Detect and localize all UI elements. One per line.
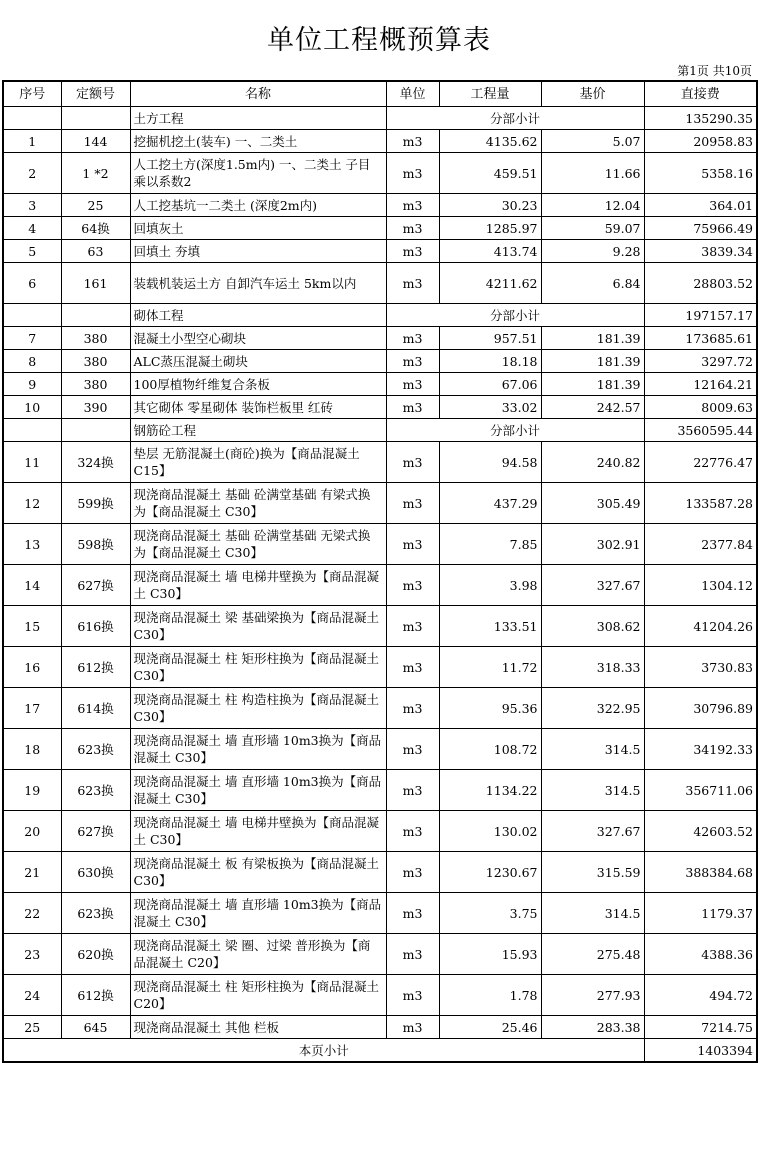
row-unit: m3 (386, 565, 439, 606)
row-price: 308.62 (541, 606, 644, 647)
row-unit: m3 (386, 1016, 439, 1039)
header-row (3, 81, 757, 107)
row-code: 627换 (61, 811, 130, 852)
row-name: 现浇商品混凝土 柱 矩形柱换为【商品混凝土 C20】 (130, 975, 386, 1016)
row-code: 645 (61, 1016, 130, 1039)
row-qty: 30.23 (439, 194, 541, 217)
row-unit: m3 (386, 396, 439, 419)
table-row (3, 852, 757, 893)
row-name: 回填土 夯填 (130, 240, 386, 263)
row-unit: m3 (386, 327, 439, 350)
header-no: 序号 (3, 81, 61, 107)
table-row (3, 483, 757, 524)
row-unit: m3 (386, 217, 439, 240)
row-code: 25 (61, 194, 130, 217)
section-subtotal-value: 3560595.44 (644, 419, 757, 442)
page-subtotal-row (3, 1039, 757, 1063)
row-unit: m3 (386, 350, 439, 373)
section-no (3, 304, 61, 327)
section-row (3, 304, 757, 327)
row-code: 390 (61, 396, 130, 419)
row-name: 挖掘机挖土(装车) 一、二类土 (130, 130, 386, 153)
row-cost: 1304.12 (644, 565, 757, 606)
row-no: 25 (3, 1016, 61, 1039)
table-row (3, 442, 757, 483)
row-cost: 173685.61 (644, 327, 757, 350)
row-unit: m3 (386, 373, 439, 396)
row-no: 18 (3, 729, 61, 770)
row-qty: 25.46 (439, 1016, 541, 1039)
row-no: 16 (3, 647, 61, 688)
header-unit: 单位 (386, 81, 439, 107)
table-row (3, 975, 757, 1016)
row-code: 64换 (61, 217, 130, 240)
page-subtotal-label: 本页小计 (3, 1039, 644, 1063)
row-name: 回填灰土 (130, 217, 386, 240)
row-code: 598换 (61, 524, 130, 565)
section-subtotal-label: 分部小计 (386, 304, 644, 327)
row-qty: 33.02 (439, 396, 541, 419)
row-no: 9 (3, 373, 61, 396)
row-qty: 459.51 (439, 153, 541, 194)
row-name: 现浇商品混凝土 柱 构造柱换为【商品混凝土 C30】 (130, 688, 386, 729)
row-no: 7 (3, 327, 61, 350)
table-body (3, 107, 757, 1039)
section-name: 土方工程 (130, 107, 386, 130)
row-code: 324换 (61, 442, 130, 483)
row-price: 12.04 (541, 194, 644, 217)
table-row (3, 647, 757, 688)
row-name: 现浇商品混凝土 梁 圈、过梁 普形换为【商品混凝土 C20】 (130, 934, 386, 975)
row-price: 327.67 (541, 565, 644, 606)
row-qty: 130.02 (439, 811, 541, 852)
row-name: 现浇商品混凝土 墙 电梯井壁换为【商品混凝土 C30】 (130, 565, 386, 606)
table-row (3, 811, 757, 852)
section-code (61, 107, 130, 130)
row-cost: 4388.36 (644, 934, 757, 975)
row-unit: m3 (386, 729, 439, 770)
row-cost: 3839.34 (644, 240, 757, 263)
row-cost: 20958.83 (644, 130, 757, 153)
table-row (3, 240, 757, 263)
row-code: 620换 (61, 934, 130, 975)
row-cost: 75966.49 (644, 217, 757, 240)
row-qty: 18.18 (439, 350, 541, 373)
row-name: 现浇商品混凝土 墙 直形墙 10m3换为【商品混凝土 C30】 (130, 893, 386, 934)
row-unit: m3 (386, 130, 439, 153)
table-row (3, 217, 757, 240)
row-price: 314.5 (541, 729, 644, 770)
row-qty: 4211.62 (439, 263, 541, 304)
row-price: 5.07 (541, 130, 644, 153)
section-subtotal-value: 135290.35 (644, 107, 757, 130)
row-code: 614换 (61, 688, 130, 729)
section-row (3, 107, 757, 130)
row-code: 612换 (61, 975, 130, 1016)
table-row (3, 934, 757, 975)
row-qty: 133.51 (439, 606, 541, 647)
row-no: 6 (3, 263, 61, 304)
section-name: 钢筋砼工程 (130, 419, 386, 442)
section-no (3, 419, 61, 442)
header-cost: 直接费 (644, 81, 757, 107)
section-subtotal-label: 分部小计 (386, 107, 644, 130)
page-info: 第1页 共10页 (677, 64, 752, 78)
table-row (3, 153, 757, 194)
row-cost: 364.01 (644, 194, 757, 217)
section-no (3, 107, 61, 130)
row-name: 现浇商品混凝土 其他 栏板 (130, 1016, 386, 1039)
row-name: 100厚植物纤维复合条板 (130, 373, 386, 396)
row-name: 现浇商品混凝土 板 有梁板换为【商品混凝土 C30】 (130, 852, 386, 893)
row-code: 380 (61, 373, 130, 396)
row-cost: 34192.33 (644, 729, 757, 770)
document-title: 单位工程概预算表 (267, 25, 491, 56)
row-cost: 28803.52 (644, 263, 757, 304)
row-cost: 133587.28 (644, 483, 757, 524)
row-unit: m3 (386, 647, 439, 688)
row-qty: 957.51 (439, 327, 541, 350)
table-row (3, 524, 757, 565)
row-unit: m3 (386, 240, 439, 263)
row-code: 623换 (61, 770, 130, 811)
row-code: 380 (61, 327, 130, 350)
section-code (61, 304, 130, 327)
row-price: 181.39 (541, 350, 644, 373)
table-row (3, 729, 757, 770)
row-unit: m3 (386, 606, 439, 647)
row-code: 63 (61, 240, 130, 263)
row-cost: 30796.89 (644, 688, 757, 729)
page-subtotal-value: 1403394 (644, 1039, 757, 1063)
row-code: 144 (61, 130, 130, 153)
row-code: 612换 (61, 647, 130, 688)
row-price: 6.84 (541, 263, 644, 304)
row-name: ALC蒸压混凝土砌块 (130, 350, 386, 373)
row-code: 380 (61, 350, 130, 373)
section-name: 砌体工程 (130, 304, 386, 327)
row-name: 垫层 无筋混凝土(商砼)换为【商品混凝土 C15】 (130, 442, 386, 483)
row-qty: 94.58 (439, 442, 541, 483)
row-code: 161 (61, 263, 130, 304)
row-no: 13 (3, 524, 61, 565)
row-price: 240.82 (541, 442, 644, 483)
table-row (3, 327, 757, 350)
table-row (3, 770, 757, 811)
row-qty: 1285.97 (439, 217, 541, 240)
row-no: 19 (3, 770, 61, 811)
row-name: 人工挖土方(深度1.5m内) 一、二类土 子目乘以系数2 (130, 153, 386, 194)
row-qty: 7.85 (439, 524, 541, 565)
table-row (3, 1016, 757, 1039)
row-qty: 3.98 (439, 565, 541, 606)
row-cost: 22776.47 (644, 442, 757, 483)
row-cost: 356711.06 (644, 770, 757, 811)
row-no: 11 (3, 442, 61, 483)
row-unit: m3 (386, 811, 439, 852)
row-unit: m3 (386, 852, 439, 893)
row-code: 623换 (61, 893, 130, 934)
table-row (3, 565, 757, 606)
row-name: 现浇商品混凝土 墙 电梯井壁换为【商品混凝土 C30】 (130, 811, 386, 852)
row-price: 59.07 (541, 217, 644, 240)
row-code: 599换 (61, 483, 130, 524)
row-name: 现浇商品混凝土 基础 砼满堂基础 无梁式换为【商品混凝土 C30】 (130, 524, 386, 565)
row-price: 302.91 (541, 524, 644, 565)
row-no: 2 (3, 153, 61, 194)
row-code: 616换 (61, 606, 130, 647)
row-cost: 5358.16 (644, 153, 757, 194)
budget-table (2, 80, 758, 1063)
row-name: 装载机装运土方 自卸汽车运土 5km以内 (130, 263, 386, 304)
row-no: 22 (3, 893, 61, 934)
row-qty: 437.29 (439, 483, 541, 524)
row-qty: 1230.67 (439, 852, 541, 893)
row-cost: 42603.52 (644, 811, 757, 852)
header-price: 基价 (541, 81, 644, 107)
row-no: 12 (3, 483, 61, 524)
row-unit: m3 (386, 483, 439, 524)
row-unit: m3 (386, 770, 439, 811)
table-row (3, 373, 757, 396)
row-cost: 12164.21 (644, 373, 757, 396)
section-code (61, 419, 130, 442)
header-name: 名称 (130, 81, 386, 107)
row-no: 5 (3, 240, 61, 263)
row-qty: 3.75 (439, 893, 541, 934)
row-no: 24 (3, 975, 61, 1016)
row-price: 314.5 (541, 770, 644, 811)
row-cost: 7214.75 (644, 1016, 757, 1039)
row-no: 14 (3, 565, 61, 606)
row-cost: 41204.26 (644, 606, 757, 647)
row-cost: 1179.37 (644, 893, 757, 934)
row-price: 283.38 (541, 1016, 644, 1039)
row-code: 630换 (61, 852, 130, 893)
row-price: 327.67 (541, 811, 644, 852)
table-row (3, 350, 757, 373)
row-qty: 95.36 (439, 688, 541, 729)
header-code: 定额号 (61, 81, 130, 107)
row-price: 11.66 (541, 153, 644, 194)
row-unit: m3 (386, 194, 439, 217)
table-row (3, 263, 757, 304)
header-qty: 工程量 (439, 81, 541, 107)
table-row (3, 396, 757, 419)
row-price: 277.93 (541, 975, 644, 1016)
row-no: 3 (3, 194, 61, 217)
row-qty: 413.74 (439, 240, 541, 263)
row-name: 人工挖基坑一二类土 (深度2m内) (130, 194, 386, 217)
row-cost: 494.72 (644, 975, 757, 1016)
row-no: 8 (3, 350, 61, 373)
row-unit: m3 (386, 153, 439, 194)
row-price: 275.48 (541, 934, 644, 975)
row-code: 623换 (61, 729, 130, 770)
row-no: 23 (3, 934, 61, 975)
row-qty: 11.72 (439, 647, 541, 688)
table-row (3, 688, 757, 729)
row-code: 627换 (61, 565, 130, 606)
row-cost: 388384.68 (644, 852, 757, 893)
row-unit: m3 (386, 688, 439, 729)
row-price: 305.49 (541, 483, 644, 524)
row-name: 现浇商品混凝土 墙 直形墙 10m3换为【商品混凝土 C30】 (130, 729, 386, 770)
row-name: 现浇商品混凝土 梁 基础梁换为【商品混凝土 C30】 (130, 606, 386, 647)
row-no: 15 (3, 606, 61, 647)
row-no: 4 (3, 217, 61, 240)
row-name: 混凝土小型空心砌块 (130, 327, 386, 350)
row-qty: 1.78 (439, 975, 541, 1016)
row-price: 315.59 (541, 852, 644, 893)
row-unit: m3 (386, 524, 439, 565)
row-code: 1 *2 (61, 153, 130, 194)
row-unit: m3 (386, 893, 439, 934)
section-subtotal-label: 分部小计 (386, 419, 644, 442)
row-cost: 2377.84 (644, 524, 757, 565)
row-qty: 4135.62 (439, 130, 541, 153)
row-name: 现浇商品混凝土 基础 砼满堂基础 有梁式换为【商品混凝土 C30】 (130, 483, 386, 524)
row-price: 322.95 (541, 688, 644, 729)
row-unit: m3 (386, 934, 439, 975)
section-subtotal-value: 197157.17 (644, 304, 757, 327)
row-price: 314.5 (541, 893, 644, 934)
row-price: 242.57 (541, 396, 644, 419)
row-no: 1 (3, 130, 61, 153)
row-no: 20 (3, 811, 61, 852)
section-row (3, 419, 757, 442)
row-qty: 108.72 (439, 729, 541, 770)
row-price: 318.33 (541, 647, 644, 688)
table-row (3, 130, 757, 153)
row-no: 21 (3, 852, 61, 893)
row-qty: 1134.22 (439, 770, 541, 811)
row-cost: 3297.72 (644, 350, 757, 373)
row-qty: 15.93 (439, 934, 541, 975)
row-unit: m3 (386, 263, 439, 304)
row-unit: m3 (386, 975, 439, 1016)
row-price: 181.39 (541, 327, 644, 350)
row-unit: m3 (386, 442, 439, 483)
table-row (3, 893, 757, 934)
row-name: 其它砌体 零星砌体 装饰栏板里 红砖 (130, 396, 386, 419)
row-no: 10 (3, 396, 61, 419)
table-row (3, 606, 757, 647)
row-cost: 8009.63 (644, 396, 757, 419)
row-price: 9.28 (541, 240, 644, 263)
table-row (3, 194, 757, 217)
row-cost: 3730.83 (644, 647, 757, 688)
row-no: 17 (3, 688, 61, 729)
row-qty: 67.06 (439, 373, 541, 396)
row-name: 现浇商品混凝土 墙 直形墙 10m3换为【商品混凝土 C30】 (130, 770, 386, 811)
row-price: 181.39 (541, 373, 644, 396)
row-name: 现浇商品混凝土 柱 矩形柱换为【商品混凝土 C30】 (130, 647, 386, 688)
